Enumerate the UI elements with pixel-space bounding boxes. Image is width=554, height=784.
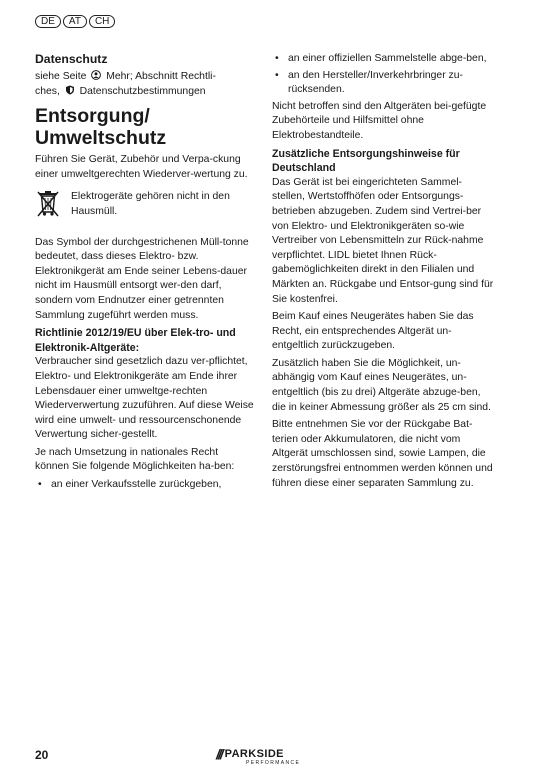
country-tag-ch: CH xyxy=(89,15,115,28)
privacy-text xyxy=(35,70,255,99)
right-column xyxy=(272,52,494,494)
directive-text: Verbraucher sind gesetzlich dazu ver-pflichtet, Elektro- und Elektronikgeräte am Ende ihrer Lebensdauer einer umweltge-rechten Wiederverwertung zuzuführen. Auf diese Weise wird eine umwelt- und ressourcenschonende Verwertung sicher-gestellt. xyxy=(35,356,254,441)
germany-text-2: Beim Kauf eines Neugerätes haben Sie das Recht, ein entsprechendes Altgerät un-entgeltlich zurückzugeben. xyxy=(272,311,474,352)
exclusion-text: Nicht betroffen sind den Altgeräten bei-gefügte Zubehörteile und Hilfsmittel ohne Elektrobestandteile. xyxy=(272,100,487,141)
intro-text: Führen Sie Gerät, Zubehör und Verpa-ckung einer umweltgerechten Wiederver-wertung zu. xyxy=(35,154,248,180)
germany-text-3: Zusätzlich haben Sie die Möglichkeit, un-abhängig vom Kauf eines Neugerätes, un-entgeltlich (bis zu drei) Altgeräte abzuge-ben, die in keiner Abmessung größer als 25 cm sind. xyxy=(272,357,491,413)
germany-text-4: Bitte entnehmen Sie vor der Rückgabe Bat-terien oder Akkumulatoren, die nicht vom Altgerät umschlossen sind, sowie Lampen, die zerstörungsfrei entnommen werden können und führen diese einer separaten Sammlung zu. xyxy=(272,419,493,489)
main-heading-line-2: Umweltschutz xyxy=(35,127,167,150)
person-circle-icon xyxy=(91,70,101,80)
country-tags xyxy=(35,15,115,28)
germany-text-1: Das Gerät ist bei eingerichteten Sammel-stellen, Wertstoffhöfen oder Entsorgungs-betrieben abzugeben. Zudem sind Vertrei-ber von Elektro- und Elektronikgeräten so-wie Vertreiber von Lebensmitteln zur Rück-nahme verpflichtet. LIDL bietet Ihnen Rück-gabemöglichkeiten direkt in den Filialen und Märkten an. Rückgabe und Entsor-gung sind für Sie kostenfrei. xyxy=(272,176,494,305)
privacy-text-part-4: Datenschutzbestimmungen xyxy=(79,85,206,97)
privacy-text-part-2: Mehr; Abschnitt Rechtli- xyxy=(106,71,216,82)
brand-subtitle: PERFORMANCE xyxy=(246,760,301,766)
main-heading xyxy=(35,105,255,149)
shield-icon xyxy=(65,85,75,95)
symbol-explanation: Das Symbol der durchgestrichenen Müll-tonne bedeutet, dass dieses Elektro- bzw. Elektronikgerät am Ende seiner Lebens-dauer nicht im Hausmüll entsorgt wer-den darf, sondern vom Endnutzer einer getrennten Sammlung zugeführt werden muss. xyxy=(35,236,249,321)
brand-logo xyxy=(216,748,300,767)
list-item: • an einer offiziellen Sammelstelle abge-ben, xyxy=(272,52,494,67)
main-heading-line-1: Entsorgung/ xyxy=(35,105,150,128)
directive-heading: Richtlinie 2012/19/EU über Elek-tro- und Elektronik-Altgeräte: xyxy=(35,327,236,354)
germany-heading: Zusätzliche Entsorgungshinweise für Deutschland xyxy=(272,147,460,175)
privacy-heading: Datenschutz xyxy=(35,52,108,66)
left-column xyxy=(35,52,255,495)
options-list-continued xyxy=(272,52,494,98)
disposal-note: Elektrogeräte gehören nicht in den Hausmüll. xyxy=(71,191,230,217)
logo-slashes-icon: /// xyxy=(216,746,222,762)
crossed-bin-icon xyxy=(35,190,61,218)
list-item: • an den Hersteller/Inverkehrbringer zu-rücksenden. xyxy=(272,69,494,98)
privacy-text-part-3: ches, xyxy=(35,85,60,97)
brand-name: PARKSIDE xyxy=(224,748,284,760)
options-text: Je nach Umsetzung in nationales Recht können Sie folgende Möglichkeiten ha-ben: xyxy=(35,446,235,473)
privacy-text-part-1: siehe Seite xyxy=(35,71,87,82)
country-tag-at: AT xyxy=(63,15,87,28)
disposal-notice xyxy=(35,190,255,219)
list-item: • an einer Verkaufsstelle zurückgeben, xyxy=(35,478,255,493)
country-tag-de: DE xyxy=(35,15,61,28)
options-list-start xyxy=(35,478,255,493)
page-number: 20 xyxy=(35,748,49,762)
